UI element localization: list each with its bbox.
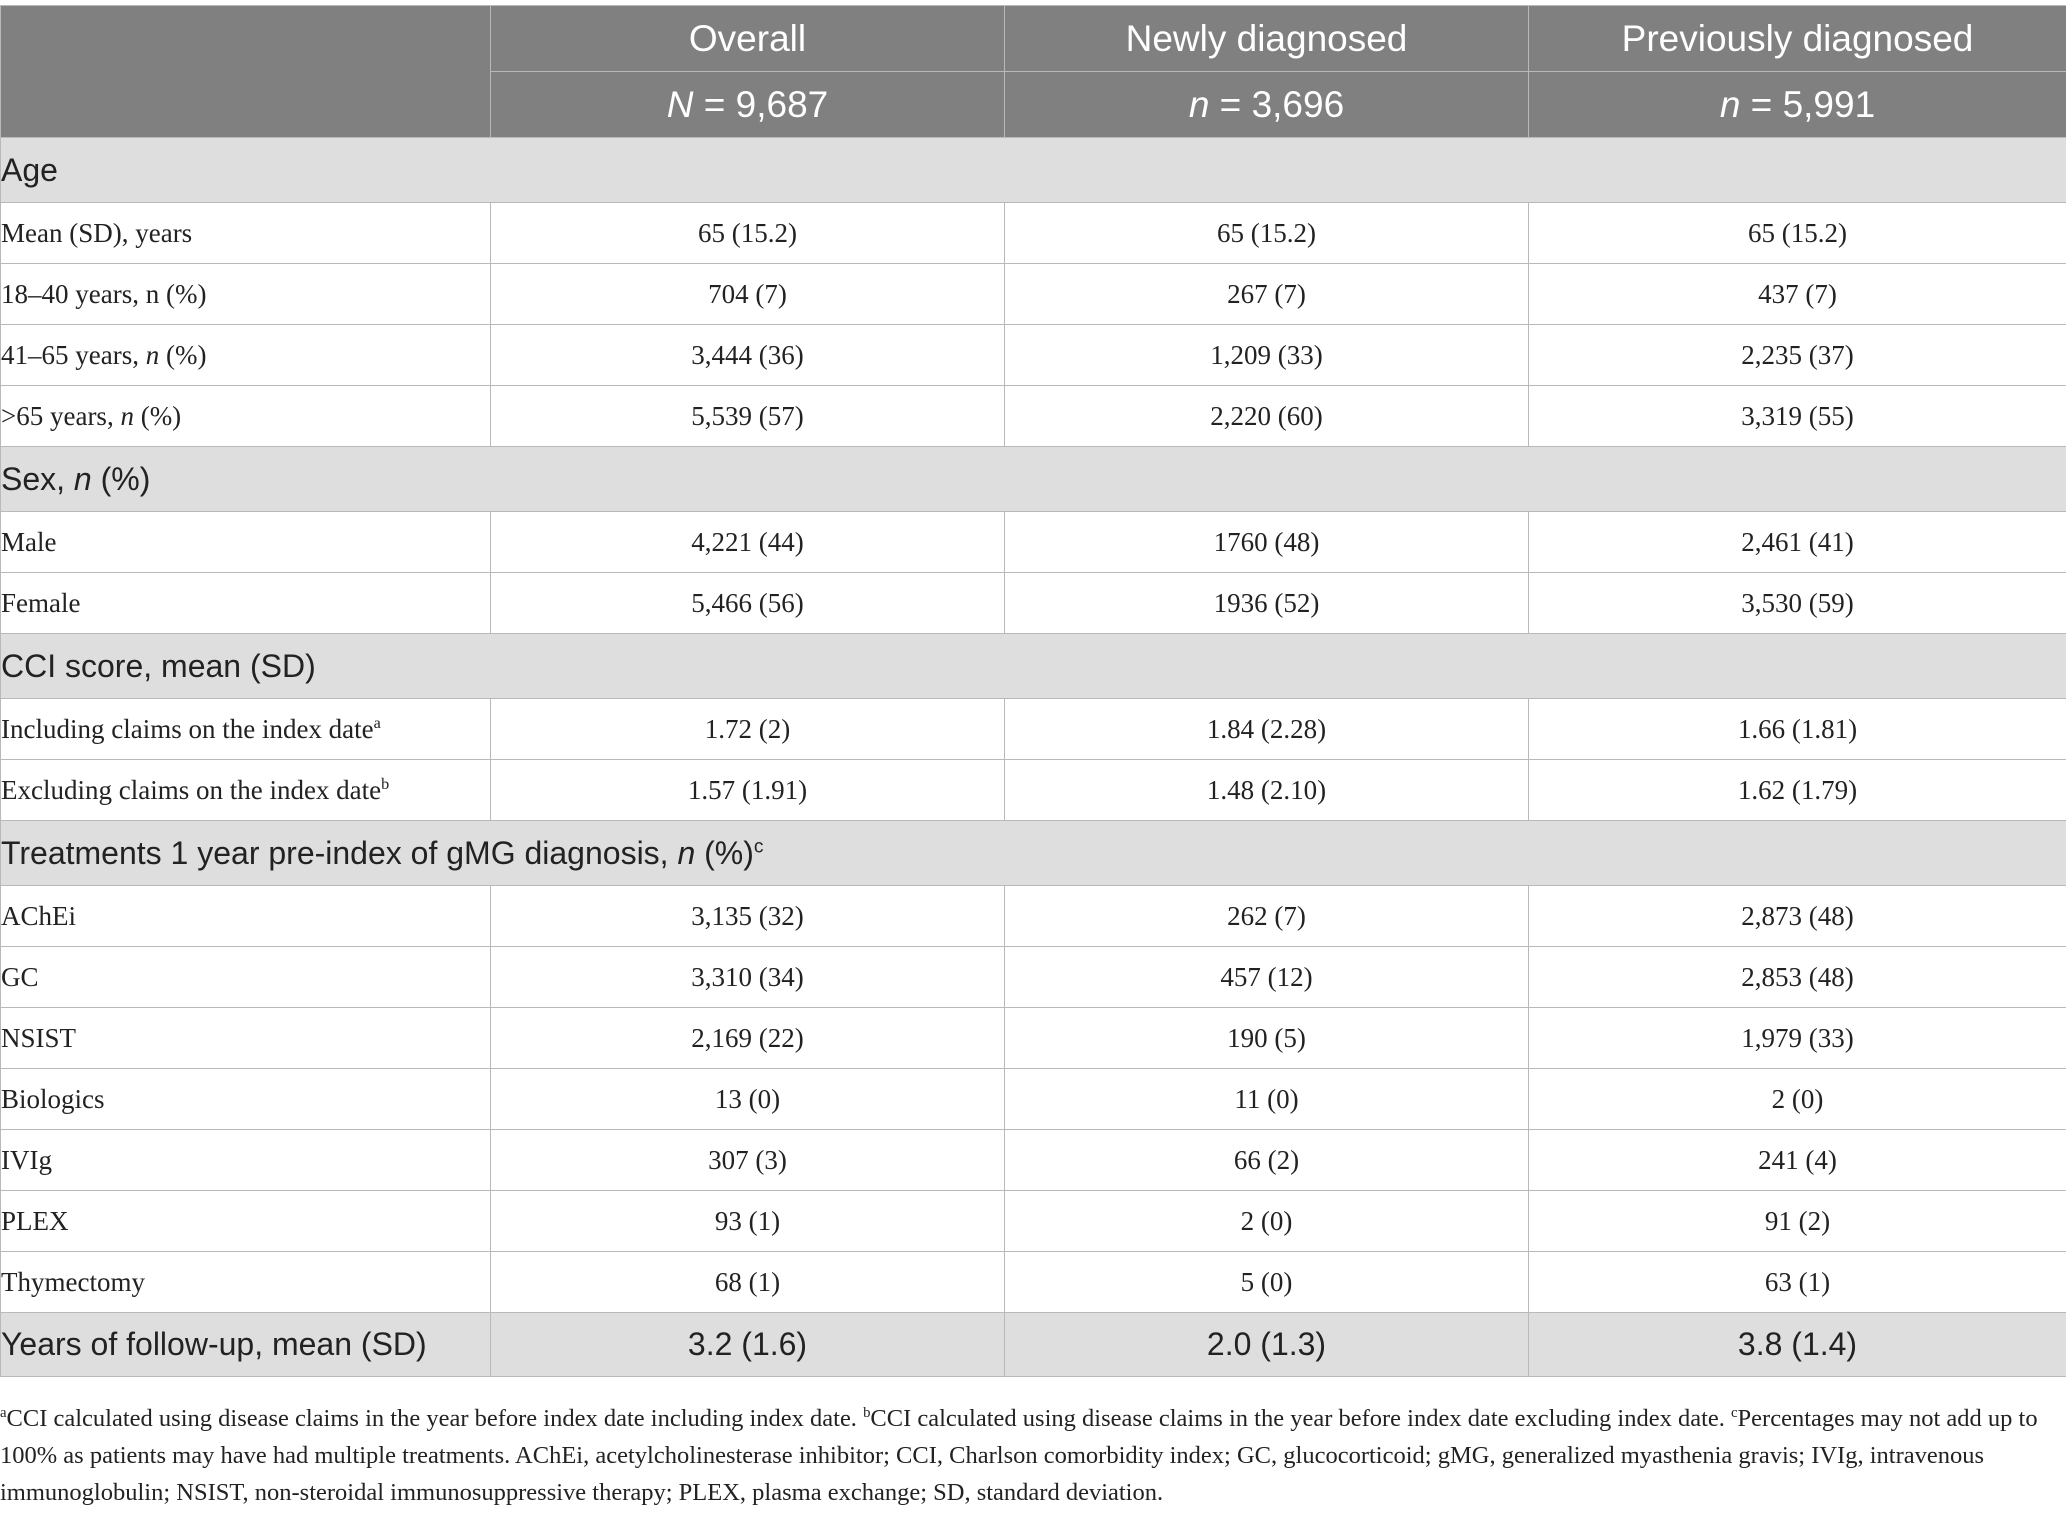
section-title: CCI score, mean (SD) <box>1 634 2066 699</box>
section-cci <box>1 634 2066 699</box>
header-overall: Overall <box>491 6 1005 72</box>
cell-previously: 3.8 (1.4) <box>1529 1313 2066 1377</box>
row-label: 18–40 years, n (%) <box>1 264 491 325</box>
cell-previously: 1,979 (33) <box>1529 1008 2066 1069</box>
row-label: 41–65 years, n (%) <box>1 325 491 386</box>
header-overall-n: N = 9,687 <box>491 72 1005 138</box>
section-treatments <box>1 821 2066 886</box>
row-label: Biologics <box>1 1069 491 1130</box>
table-row <box>1 947 2066 1008</box>
cell-overall: 4,221 (44) <box>491 512 1005 573</box>
footnote-b: CCI calculated using disease claims in the year before index date excluding index date. <box>870 1405 1732 1432</box>
table-row <box>1 203 2066 264</box>
footnote-marker: b <box>381 774 390 793</box>
row-label: Female <box>1 573 491 634</box>
row-label: GC <box>1 947 491 1008</box>
table-row <box>1 1130 2066 1191</box>
row-label: Mean (SD), years <box>1 203 491 264</box>
table-row <box>1 699 2066 760</box>
cell-overall: 307 (3) <box>491 1130 1005 1191</box>
section-title: Treatments 1 year pre-index of gMG diagnosis, n (%)$^c$ <box>1 821 2066 886</box>
header-blank-cell <box>1 6 491 138</box>
cell-newly: 262 (7) <box>1005 886 1529 947</box>
footnote-a: CCI calculated using disease claims in the year before index date including index date. <box>6 1405 864 1432</box>
row-label: PLEX <box>1 1191 491 1252</box>
section-sex <box>1 447 2066 512</box>
footnote-c: Percentages may not add up to 100% as patients may have had multiple treatments. AChEi, acetylcholinesterase inhibitor; CCI, Charlson comorbidity index; GC, glucocorticoid; gMG, generalized myasthenia gravis; IVIg, intravenous immunoglobulin; NSIST, non-steroidal immunosuppressive therapy; PLEX, plasma exchange; SD, standard deviation. <box>0 1405 2038 1506</box>
table-row <box>1 1008 2066 1069</box>
cell-newly: 1.84 (2.28) <box>1005 699 1529 760</box>
table-row <box>1 1191 2066 1252</box>
cell-newly: 1936 (52) <box>1005 573 1529 634</box>
cell-overall: 2,169 (22) <box>491 1008 1005 1069</box>
footnote-marker: a <box>373 713 381 732</box>
footnote-marker-a: a <box>0 1404 7 1421</box>
cell-newly: 5 (0) <box>1005 1252 1529 1313</box>
cell-previously: 2,853 (48) <box>1529 947 2066 1008</box>
cell-overall: 3,135 (32) <box>491 886 1005 947</box>
cell-newly: 65 (15.2) <box>1005 203 1529 264</box>
section-title: Sex, n (%) <box>1 447 2066 512</box>
cell-newly: 2.0 (1.3) <box>1005 1313 1529 1377</box>
cell-overall: 93 (1) <box>491 1191 1005 1252</box>
cell-newly: 2,220 (60) <box>1005 386 1529 447</box>
header-newly-n: n = 3,696 <box>1005 72 1529 138</box>
header-previously-n: n = 5,991 <box>1529 72 2066 138</box>
row-label: Years of follow-up, mean (SD) <box>1 1313 491 1377</box>
table-row <box>1 386 2066 447</box>
table-row <box>1 760 2066 821</box>
header-previously-diagnosed: Previously diagnosed <box>1529 6 2066 72</box>
cell-previously: 1.62 (1.79) <box>1529 760 2066 821</box>
row-label: >65 years, n (%) <box>1 386 491 447</box>
followup-row <box>1 1313 2066 1377</box>
cell-previously: 2,873 (48) <box>1529 886 2066 947</box>
section-age <box>1 138 2066 203</box>
cell-newly: 267 (7) <box>1005 264 1529 325</box>
table-row <box>1 573 2066 634</box>
cell-previously: 241 (4) <box>1529 1130 2066 1191</box>
row-label: Including claims on the index date$^a$ <box>1 699 491 760</box>
table-row <box>1 264 2066 325</box>
table-row <box>1 512 2066 573</box>
table-row <box>1 886 2066 947</box>
cell-previously: 1.66 (1.81) <box>1529 699 2066 760</box>
cell-overall: 3,310 (34) <box>491 947 1005 1008</box>
cell-previously: 437 (7) <box>1529 264 2066 325</box>
table-row <box>1 1252 2066 1313</box>
footnote-marker-b: b <box>863 1404 871 1421</box>
cell-overall: 5,466 (56) <box>491 573 1005 634</box>
row-label: NSIST <box>1 1008 491 1069</box>
cell-overall: 13 (0) <box>491 1069 1005 1130</box>
cell-previously: 2,461 (41) <box>1529 512 2066 573</box>
cell-newly: 1,209 (33) <box>1005 325 1529 386</box>
footnote-marker: c <box>753 835 764 857</box>
header-newly-diagnosed: Newly diagnosed <box>1005 6 1529 72</box>
cell-previously: 3,530 (59) <box>1529 573 2066 634</box>
cell-newly: 190 (5) <box>1005 1008 1529 1069</box>
cell-previously: 2 (0) <box>1529 1069 2066 1130</box>
cell-overall: 3.2 (1.6) <box>491 1313 1005 1377</box>
cell-overall: 1.57 (1.91) <box>491 760 1005 821</box>
cell-newly: 457 (12) <box>1005 947 1529 1008</box>
cell-overall: 704 (7) <box>491 264 1005 325</box>
cell-previously: 63 (1) <box>1529 1252 2066 1313</box>
row-label: IVIg <box>1 1130 491 1191</box>
cell-previously: 2,235 (37) <box>1529 325 2066 386</box>
cell-previously: 91 (2) <box>1529 1191 2066 1252</box>
row-label: Excluding claims on the index date$^b$ <box>1 760 491 821</box>
cell-overall: 3,444 (36) <box>491 325 1005 386</box>
row-label: Thymectomy <box>1 1252 491 1313</box>
cell-newly: 11 (0) <box>1005 1069 1529 1130</box>
cell-newly: 66 (2) <box>1005 1130 1529 1191</box>
cell-overall: 1.72 (2) <box>491 699 1005 760</box>
table-row <box>1 325 2066 386</box>
header-title-row <box>1 6 2066 72</box>
row-label: Male <box>1 512 491 573</box>
cell-newly: 1.48 (2.10) <box>1005 760 1529 821</box>
cell-previously: 65 (15.2) <box>1529 203 2066 264</box>
table-footnotes <box>0 1400 2050 1511</box>
section-title: Age <box>1 138 2066 203</box>
table-row <box>1 1069 2066 1130</box>
cell-overall: 65 (15.2) <box>491 203 1005 264</box>
cell-previously: 3,319 (55) <box>1529 386 2066 447</box>
cell-overall: 68 (1) <box>491 1252 1005 1313</box>
row-label: AChEi <box>1 886 491 947</box>
cell-newly: 1760 (48) <box>1005 512 1529 573</box>
cell-newly: 2 (0) <box>1005 1191 1529 1252</box>
cell-overall: 5,539 (57) <box>491 386 1005 447</box>
footnote-marker-c: c <box>1731 1404 1738 1421</box>
characteristics-table <box>0 5 2066 1377</box>
